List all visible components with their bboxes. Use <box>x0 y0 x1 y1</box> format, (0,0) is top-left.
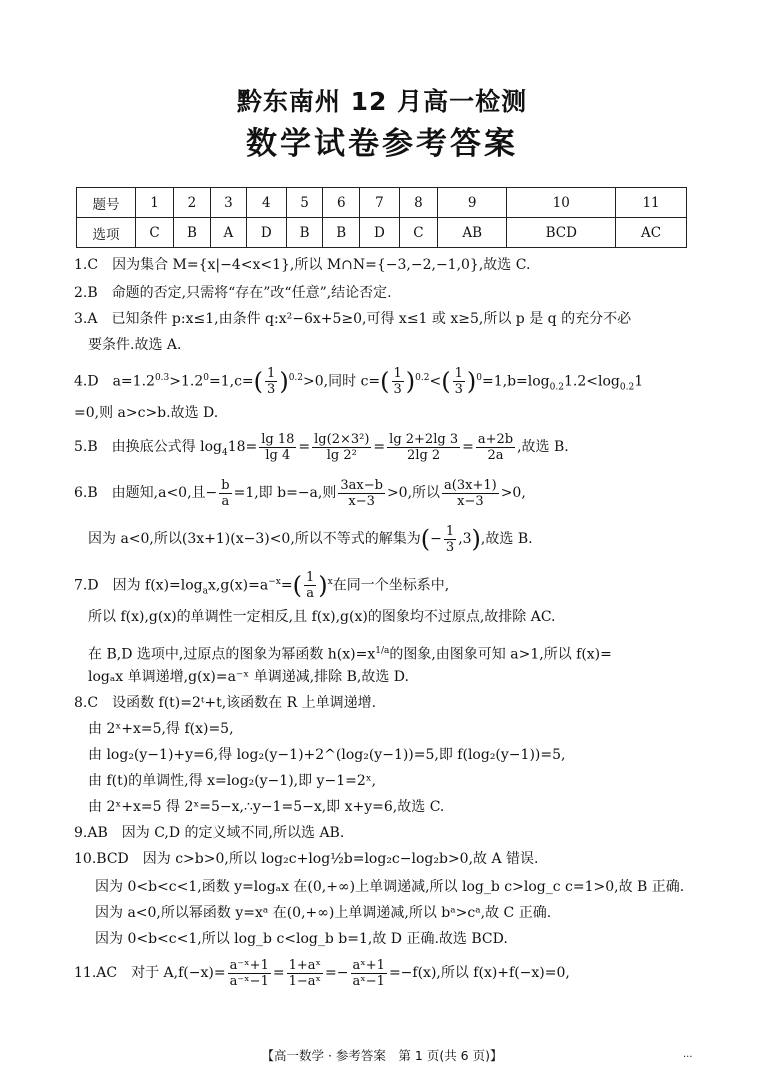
denominator: a <box>221 493 230 509</box>
denominator: x−3 <box>457 493 484 509</box>
fraction <box>287 958 323 989</box>
text-segment: >1.2 <box>169 373 204 390</box>
text-segment: 在 B,D 选项中,过原点的图象为幂函数 h(x)=x <box>88 646 376 663</box>
page-footer: 【高一数学 · 参考答案 第 1 页(共 6 页)】 <box>261 1048 503 1063</box>
table-cell: 5 <box>286 188 323 218</box>
numerator: aˣ+1 <box>352 957 385 973</box>
text-segment: 在同一个坐标系中, <box>332 577 450 594</box>
paren-right: ) <box>318 571 328 600</box>
numerator: 1+aˣ <box>288 957 322 973</box>
table-row-header: 题号 <box>77 188 136 218</box>
table-row-header: 选项 <box>77 218 136 248</box>
denominator: x−3 <box>348 493 375 509</box>
numerator: 1 <box>267 366 276 382</box>
exponent: 1/a <box>375 646 390 656</box>
table-cell: B <box>174 218 211 248</box>
text-segment: >0, <box>500 485 526 501</box>
denominator: aˣ−1 <box>352 973 385 989</box>
fraction <box>392 366 404 397</box>
denominator: lg 4 <box>265 447 291 463</box>
fraction <box>387 432 460 463</box>
subscript: 0.2 <box>619 382 635 393</box>
fraction <box>442 478 499 509</box>
exponent: 0 <box>476 373 482 383</box>
fraction <box>476 432 515 463</box>
paren-left: ( <box>420 525 431 553</box>
text-segment: 5.B 由换底公式得 log <box>74 439 222 455</box>
text-segment: ,3 <box>458 531 472 547</box>
table-cell: C <box>136 218 174 248</box>
table-cell: AB <box>437 218 506 248</box>
table-cell: 8 <box>399 188 437 218</box>
numerator: 1 <box>305 570 315 586</box>
table-cell: 11 <box>616 188 687 218</box>
exponent: 0 <box>203 373 209 383</box>
exponent: x <box>327 577 333 587</box>
text-segment: >0,所以 <box>386 485 441 501</box>
denominator: 3 <box>445 539 455 555</box>
table-cell: B <box>286 218 323 248</box>
answer-line-7-d: logₐx 单调递增,g(x)=a⁻ˣ 单调递减,排除 B,故选 D. <box>88 669 409 685</box>
fraction <box>312 432 371 463</box>
fraction <box>444 524 456 555</box>
text-segment: =1,即 b=−a,则 <box>233 485 337 501</box>
answer-line-3-cont: 要条件.故选 A. <box>88 337 182 353</box>
table-cell: BCD <box>507 218 616 248</box>
numerator: a(3x+1) <box>444 477 497 493</box>
answer-line-7-c <box>88 642 612 664</box>
numerator: a+2b <box>477 431 514 447</box>
denominator: a⁻ˣ−1 <box>229 973 269 989</box>
text-segment: 1.2<log <box>563 373 620 390</box>
numerator: lg(2×3²) <box>314 431 370 447</box>
table-cell: AC <box>616 218 687 248</box>
text-segment: 因为 a<0,所以(3x+1)(x−3)<0,所以不等式的解集为 <box>88 531 421 547</box>
exponent: 0.3 <box>154 373 170 383</box>
denominator: 3 <box>393 382 402 398</box>
answer-line-10-b: 因为 0<b<c<1,函数 y=logₐx 在(0,+∞)上单调递减,所以 log_b c>log_c c=1>0,故 B 正确. <box>95 879 685 895</box>
exponent: 0.2 <box>415 373 430 383</box>
paren-right: ) <box>405 367 416 396</box>
paren-left: ( <box>380 367 390 396</box>
denominator: 1−aˣ <box>288 973 322 989</box>
text-segment: 7.D 因为 f(x)=log <box>74 577 203 594</box>
answer-line-11: 11.AC 对于 A,f(−x)= $\frac{\text{a⁻ˣ+1}}{\text{a⁻ˣ−1}}$ = $\frac{\text{1+aˣ}}{\text{1−aˣ}}$ =− $\frac{\text{aˣ+1}}{\text{aˣ−1}}$ =−f(x),所以 f(x)+f(−x)=0, <box>74 957 570 989</box>
numerator: b <box>221 477 230 493</box>
exponent: −x <box>268 577 281 587</box>
table-row-numbers <box>77 188 687 218</box>
text-segment: = <box>280 577 293 594</box>
answer-line-4-cont: =0,则 a>c>b.故选 D. <box>74 405 219 421</box>
page-title: 黔东南州 12 月高一检测 <box>236 87 528 116</box>
text-segment: =−f(x),所以 f(x)+f(−x)=0, <box>388 965 570 981</box>
text-segment: x,g(x)=a <box>208 577 269 594</box>
text-segment: 的图象,由图象可知 a>1,所以 f(x)= <box>389 646 612 663</box>
answer-line-2: 2.B 命题的否定,只需将“存在”改“任意”,结论否定. <box>74 285 392 301</box>
page-subtitle: 数学试卷参考答案 <box>246 126 518 162</box>
answer-line-1: 1.C 因为集合 M={x|−4<x<1},所以 M∩N={−3,−2,−1,0},故选 C. <box>74 257 531 273</box>
answer-line-4 <box>74 362 643 403</box>
table-cell: 6 <box>323 188 360 218</box>
answer-line-8-b: 由 2ˣ+x=5,得 f(x)=5, <box>88 721 234 737</box>
answer-line-10: 10.BCD 因为 c>b>0,所以 log₂c+log½b=log₂c−log₂b>0,故 A 错误. <box>74 851 539 867</box>
answer-line-6-cont: 因为 a<0,所以(3x+1)(x−3)<0,所以不等式的解集为(− $\frac{1}{3}$ ,3),故选 B. <box>88 523 533 555</box>
table-cell: 9 <box>437 188 506 218</box>
answer-line-10-c: 因为 a<0,所以幂函数 y=xᵃ 在(0,+∞)上单调递减,所以 bᵃ>cᵃ,故 C 正确. <box>95 905 552 921</box>
table-cell: 7 <box>360 188 400 218</box>
answer-line-8-d: 由 f(t)的单调性,得 x=log₂(y−1),即 y−1=2ˣ, <box>88 773 377 789</box>
fraction <box>228 958 271 989</box>
text-segment: < <box>429 373 442 390</box>
table-cell: 2 <box>174 188 211 218</box>
fraction <box>351 958 387 989</box>
paren-left: ( <box>441 367 451 396</box>
exponent: 0.2 <box>288 373 304 383</box>
answer-line-5: 5.B 由换底公式得 $\log_418=$ $\frac{\lg 18}{\lg 4}$ = $\frac{\text{lg(2×3²)}}{\text{lg 2²}}$ = $\frac{\lg 2+2\lg 3}{2\lg 2}$ = $\frac{a+2b}{2a}$ ,故选 B. <box>74 431 569 463</box>
paren-left: ( <box>253 367 264 396</box>
footer-mark: ... <box>683 1049 693 1060</box>
numerator: 1 <box>445 523 455 539</box>
answer-line-8-e: 由 2ˣ+x=5 得 2ˣ=5−x,∴y−1=5−x,即 x+y=6,故选 C. <box>88 799 445 815</box>
text-segment: =1,b=log <box>482 373 550 390</box>
numerator: 3ax−b <box>340 477 383 493</box>
numerator: 1 <box>454 366 463 382</box>
paren-right: ) <box>466 367 477 396</box>
denominator: lg 2² <box>326 447 357 463</box>
answer-line-7-b: 所以 f(x),g(x)的单调性一定相反,且 f(x),g(x)的图象均不过原点,故排除 AC. <box>88 609 556 625</box>
subscript: 0.2 <box>549 382 564 393</box>
answer-line-10-d: 因为 0<b<c<1,所以 log_b c<log_b b=1,故 D 正确.故选 BCD. <box>95 931 508 947</box>
fraction <box>265 366 277 397</box>
table-cell: 10 <box>507 188 616 218</box>
text-segment: 1 <box>634 373 644 390</box>
numerator: lg 2+2lg 3 <box>389 431 459 447</box>
table-cell: C <box>399 218 437 248</box>
fraction <box>304 570 316 601</box>
text-segment: =1,c= <box>209 373 254 390</box>
text-segment: ,故选 B. <box>480 531 533 547</box>
table-cell: 3 <box>210 188 246 218</box>
denominator: 2lg 2 <box>407 447 441 463</box>
answer-line-7 <box>74 566 449 607</box>
paren-right: ) <box>471 525 481 553</box>
numerator: lg 18 <box>261 431 295 447</box>
numerator: 1 <box>393 366 402 382</box>
text-segment: 11.AC 对于 A,f(−x)= <box>74 965 226 981</box>
table-cell: A <box>210 218 246 248</box>
text-segment: 18= <box>227 439 258 455</box>
paren-left: ( <box>292 571 302 600</box>
text-segment: 6.B 由题知,a<0,且− <box>74 485 218 501</box>
answer-line-8-c: 由 log₂(y−1)+y=6,得 log₂(y−1)+2^(log₂(y−1))=5,即 f(log₂(y−1))=5, <box>88 747 566 763</box>
table-cell: D <box>360 218 400 248</box>
table-cell: 4 <box>246 188 286 218</box>
fraction <box>219 478 231 509</box>
denominator: 3 <box>267 382 276 398</box>
subscript: a <box>202 586 209 597</box>
answer-line-3: 3.A 已知条件 p:x≤1,由条件 q:x²−6x+5≥0,可得 x≤1 或 x≥5,所以 p 是 q 的充分不必 <box>74 311 632 327</box>
fraction <box>259 432 296 463</box>
numerator: a⁻ˣ+1 <box>229 957 269 973</box>
table-cell: B <box>323 218 360 248</box>
fraction <box>453 366 465 397</box>
answer-line-9: 9.AB 因为 C,D 的定义域不同,所以选 AB. <box>74 825 345 841</box>
answer-line-6 <box>74 476 526 510</box>
subscript: 4 <box>221 447 228 458</box>
table-cell: 1 <box>136 188 174 218</box>
denominator: 3 <box>454 382 463 398</box>
denominator: 2a <box>487 447 504 463</box>
answer-line-8: 8.C 设函数 f(t)=2ᵗ+t,该函数在 R 上单调递增. <box>74 695 377 711</box>
denominator: a <box>306 586 314 602</box>
text-segment: 4.D a=1.2 <box>74 373 155 390</box>
text-segment: ,故选 B. <box>517 439 569 455</box>
text-segment: >0,同时 c= <box>303 373 381 390</box>
answer-table <box>76 187 687 248</box>
paren-right: ) <box>279 367 289 396</box>
table-row-answers <box>77 218 687 248</box>
table-cell: D <box>246 218 286 248</box>
fraction <box>338 478 385 509</box>
